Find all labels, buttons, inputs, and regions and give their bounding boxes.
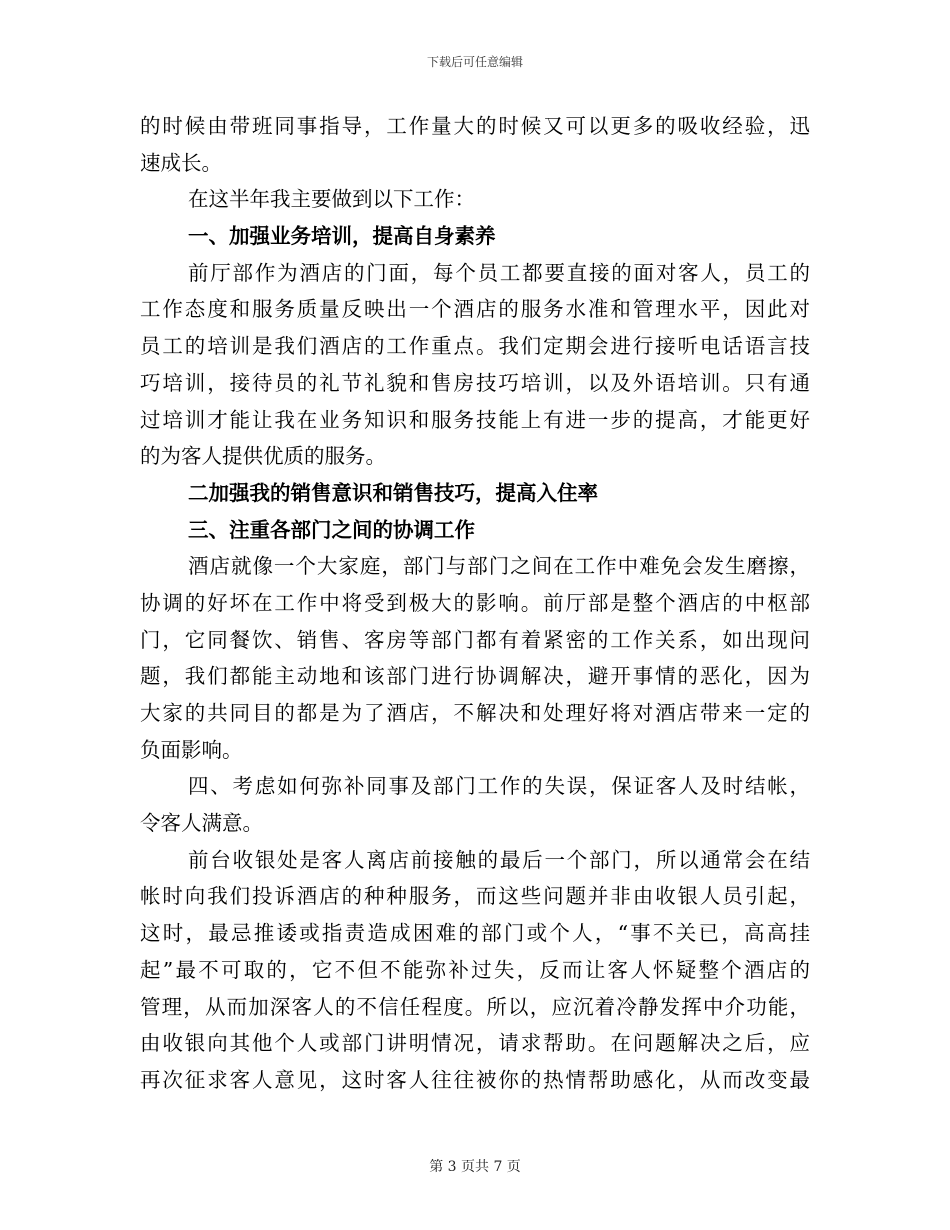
paragraph-line: 在这半年我主要做到以下工作： (188, 187, 475, 212)
paragraph-line: 工作态度和服务质量反映出一个酒店的服务水准和管理水平，因此对 (140, 297, 810, 322)
document-body (140, 108, 810, 1099)
paragraph-line: 帐时向我们投诉酒店的种种服务，而这些问题并非由收银人员引起， (140, 884, 810, 909)
paragraph-line: 门，它同餐饮、销售、客房等部门都有着紧密的工作关系，如出现问 (140, 627, 810, 652)
paragraph-line: 巧培训，接待员的礼节礼貌和售房技巧培训，以及外语培训。只有通 (140, 370, 810, 395)
paragraph-line: 大家的共同目的都是为了酒店，不解决和处理好将对酒店带来一定的 (140, 701, 810, 725)
paragraph-line: 令客人满意。 (140, 811, 263, 836)
paragraph-line: 的为客人提供优质的服务。 (140, 444, 386, 469)
paragraph-line: 四、考虑如何弥补同事及部门工作的失误，保证客人及时结帐， (188, 774, 810, 799)
paragraph-line: 这时，最忌推诿或指责造成困难的部门或个人，“事不关已，高高挂 (140, 921, 810, 946)
paragraph-line: 再次征求客人意见，这时客人往往被你的热情帮助感化，从而改变最 (140, 1067, 810, 1092)
paragraph-line: 酒店就像一个大家庭，部门与部门之间在工作中难免会发生磨擦， (188, 554, 810, 579)
section-heading-line: 一、加强业务培训，提高自身素养 (188, 224, 496, 249)
paragraph-line: 起”最不可取的，它不但不能弥补过失，反而让客人怀疑整个酒店的 (140, 957, 810, 982)
page-footer: 第 3 页共 7 页 (429, 1159, 521, 1175)
paragraph-line: 前厅部作为酒店的门面，每个员工都要直接的面对客人，员工的 (188, 260, 810, 285)
paragraph-line: 由收银向其他个人或部门讲明情况，请求帮助。在问题解决之后，应 (140, 1031, 810, 1056)
paragraph-line: 的时候由带班同事指导，工作量大的时候又可以更多的吸收经验，迅 (140, 114, 810, 138)
page-header: 下载后可任意编辑 (426, 55, 523, 69)
paragraph-line: 前台收银处是客人离店前接触的最后一个部门，所以通常会在结 (188, 847, 810, 872)
paragraph-line: 过培训才能让我在业务知识和服务技能上有进一步的提高，才能更好 (140, 407, 810, 432)
paragraph-line: 管理，从而加深客人的不信任程度。所以，应沉着冷静发挥中介功能， (140, 994, 810, 1019)
section-heading-line: 二加强我的销售意识和销售技巧，提高入住率 (188, 480, 598, 505)
section-heading-line: 三、注重各部门之间的协调工作 (188, 517, 475, 542)
paragraph-line: 负面影响。 (140, 737, 243, 762)
paragraph-line: 题，我们都能主动地和该部门进行协调解决，避开事情的恶化，因为 (140, 664, 810, 689)
paragraph-line: 协调的好坏在工作中将受到极大的影响。前厅部是整个酒店的中枢部 (140, 590, 810, 615)
paragraph-line: 速成长。 (140, 150, 222, 175)
paragraph-line: 员工的培训是我们酒店的工作重点。我们定期会进行接听电话语言技 (140, 334, 810, 359)
